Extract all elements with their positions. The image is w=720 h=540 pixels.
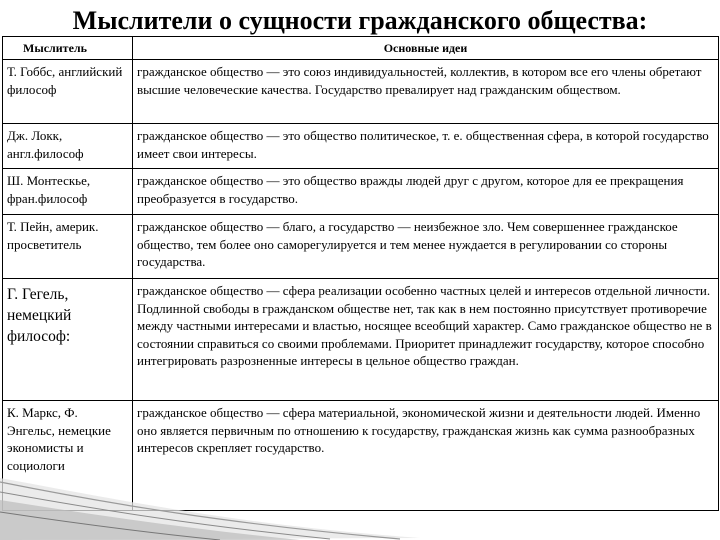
table-row: [3, 169, 719, 215]
idea-cell: [133, 124, 719, 169]
thinker-name: К. Маркс, Ф. Энгельс, немецкие экономисты и социологи: [7, 405, 111, 473]
idea-text: гражданское общество — это общество вражды людей друг с другом, которое для ее прекращения преобразуется в государство.: [137, 173, 684, 206]
thinker-name: Дж. Локк, англ.философ: [7, 128, 84, 161]
thinker-name: Т. Пейн, америк. просветитель: [7, 219, 99, 252]
header-main-ideas: Основные идеи: [133, 37, 719, 60]
table-row: [3, 401, 719, 511]
table-header-row: [3, 37, 719, 60]
table-row: [3, 60, 719, 124]
idea-text: гражданское общество — это союз индивидуальностей, коллектив, в котором все его члены обретают высшие человеческие качества. Государство превалирует над гражданским обществом.: [137, 64, 702, 97]
idea-text: гражданское общество — это общество политическое, т. е. общественная сфера, в которой государство имеет свои интересы.: [137, 128, 709, 161]
idea-text: гражданское общество — сфера реализации особенно частных целей и интересов отдельной личности. Подлинной свободы в гражданском обществе нет, так как в нем постоянно присутствует противоречие между частными интересами и властью, носящее всеобщий характер. Само гражданское общество не в состоянии справиться со своими проблемами. Приоритет принадлежит государству, которое способно интегрировать разрозненные интересы в цельное общество граждан.: [137, 283, 712, 368]
thinker-name: Г. Гегель, немецкий философ:: [7, 286, 72, 345]
swoosh-line-3: [0, 512, 220, 540]
idea-cell: [133, 60, 719, 124]
header-thinker: Мыслитель: [3, 37, 133, 60]
thinker-cell: [3, 169, 133, 215]
thinker-cell: [3, 401, 133, 511]
thinker-cell: [3, 279, 133, 401]
idea-cell: [133, 169, 719, 215]
thinker-cell: [3, 215, 133, 279]
idea-cell: [133, 215, 719, 279]
table-row: [3, 279, 719, 401]
idea-cell: [133, 279, 719, 401]
idea-text: гражданское общество — благо, а государство — неизбежное зло. Чем совершеннее гражданское общество, тем более оно саморегулируется и тем менее нуждается в регулировании со стороны государства.: [137, 219, 678, 269]
thinkers-table: [2, 36, 719, 511]
idea-cell: [133, 401, 719, 511]
slide-title: Мыслители о сущности гражданского общества:: [72, 6, 648, 35]
table-row: [3, 124, 719, 169]
thinker-cell: [3, 60, 133, 124]
table-row: [3, 215, 719, 279]
thinker-name: Ш. Монтескье, фран.философ: [7, 173, 91, 206]
thinker-name: Т. Гоббс, английский философ: [7, 64, 123, 97]
thinker-cell: [3, 124, 133, 169]
idea-text: гражданское общество — сфера материальной, экономической жизни и деятельности людей. Именно оно является первичным по отношению к государству, гражданская жизнь как сумма разнообразных интересов скрепляет государство.: [137, 405, 701, 455]
